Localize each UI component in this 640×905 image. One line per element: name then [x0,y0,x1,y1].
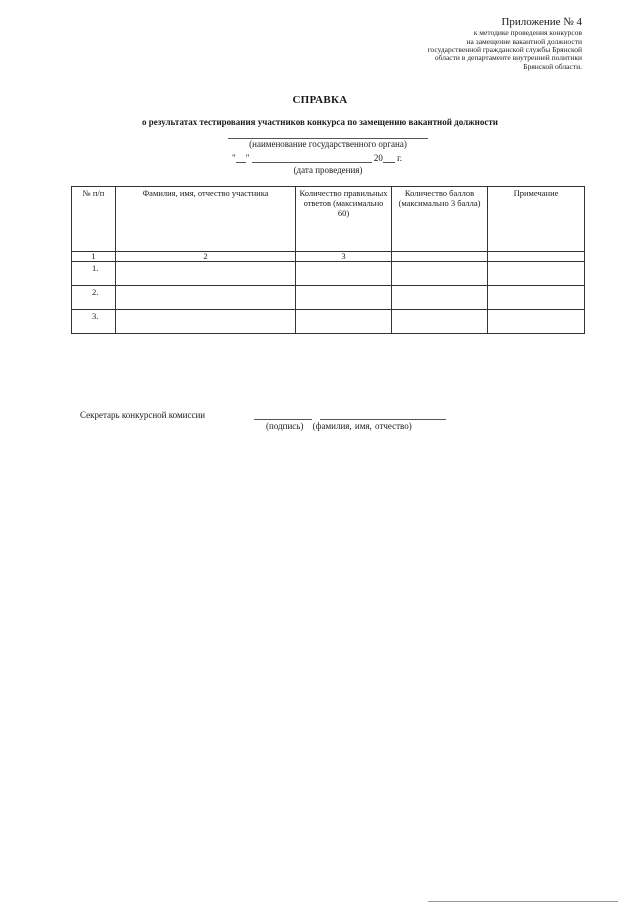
note-cell[interactable] [488,310,585,334]
points-cell[interactable] [392,310,488,334]
appendix-block [322,16,582,71]
participant-name-cell[interactable] [116,310,296,334]
column-number [392,252,488,262]
appendix-line: к методике проведения конкурсов [473,28,582,38]
appendix-line: области в департаменте внутренней политики [434,53,582,63]
table-header-row [72,187,585,252]
appendix-line: на замещение вакантной должности [466,36,582,46]
date-field [232,153,402,163]
points-cell[interactable] [392,262,488,286]
date-year-prefix: 20 [373,153,383,163]
date-caption: (дата проведения) [293,165,363,175]
column-number: 2 [116,252,296,262]
table-row [72,310,585,334]
document-subtitle: о результатах тестирования участников конкурса по замещению вакантной должности [142,117,498,127]
appendix-title: Приложение № 4 [501,16,582,28]
note-cell[interactable] [488,286,585,310]
note-cell[interactable] [488,262,585,286]
signature-captions [266,421,412,431]
column-number: 3 [296,252,392,262]
signature-blank-line[interactable] [254,419,312,420]
document-title: СПРАВКА [292,94,348,106]
full-name-caption: (фамилия, имя, отчество) [312,421,412,431]
row-number-cell: 1. [72,262,116,286]
row-number-cell: 2. [72,286,116,310]
date-month-blank[interactable] [252,153,372,163]
secretary-label: Секретарь конкурсной комиссии [80,410,206,420]
table-row [72,286,585,310]
date-day-blank[interactable] [236,153,246,163]
table-row [72,262,585,286]
column-header-number: № п/п [72,187,116,252]
correct-answers-cell[interactable] [296,286,392,310]
footer-divider [428,901,618,902]
participant-name-cell[interactable] [116,286,296,310]
points-cell[interactable] [392,286,488,310]
results-table [71,186,585,334]
appendix-line: государственной гражданской службы Брянской [427,45,582,55]
signature-caption: (подпись) [266,421,304,431]
column-number [488,252,585,262]
correct-answers-cell[interactable] [296,262,392,286]
org-name-caption: (наименование государственного органа) [249,139,407,149]
column-header-points: Количество баллов (максимально 3 балла) [392,187,488,252]
correct-answers-cell[interactable] [296,310,392,334]
column-header-name: Фамилия, имя, отчество участника [116,187,296,252]
date-year-suffix: г. [397,153,403,163]
appendix-line: Брянской области. [523,61,582,71]
participant-name-cell[interactable] [116,262,296,286]
date-quote-close: " [245,153,250,163]
column-number: 1 [72,252,116,262]
column-header-note: Примечание [488,187,585,252]
date-year-blank[interactable] [383,153,395,163]
row-number-cell: 3. [72,310,116,334]
column-number-row [72,252,585,262]
full-name-blank-line[interactable] [320,419,446,420]
column-header-correct-answers: Количество правильных ответов (максимально 60) [296,187,392,252]
date-quote-open: " [232,153,236,163]
